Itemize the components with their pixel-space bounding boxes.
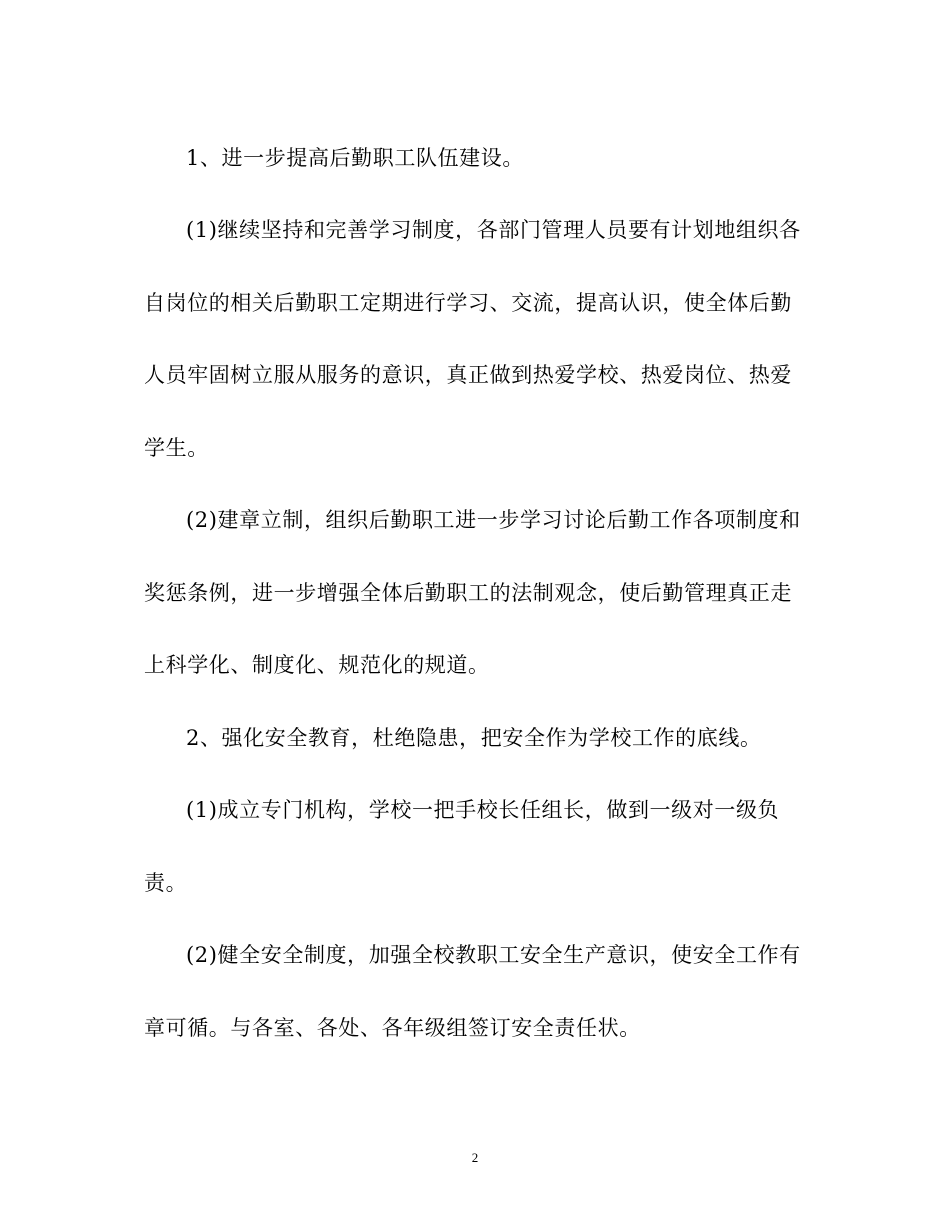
paragraph-line: (2)建章立制，组织后勤职工进一步学习讨论后勤工作各项制度和 [186, 508, 801, 532]
paragraph-line: (1)继续坚持和完善学习制度，各部门管理人员要有计划地组织各 [186, 218, 801, 242]
heading-item-2: 2、强化安全教育，杜绝隐患，把安全作为学校工作的底线。 [186, 726, 762, 750]
paragraph-line: (2)健全安全制度，加强全校教职工安全生产意识，使安全工作有 [186, 943, 801, 967]
paragraph-line: 上科学化、制度化、规范化的规道。 [144, 653, 490, 677]
paragraph-line: (1)成立专门机构，学校一把手校长任组长，做到一级对一级负 [186, 798, 780, 822]
paragraph-line: 章可循。与各室、各处、各年级组签订安全责任状。 [144, 1016, 641, 1040]
paragraph-line: 奖惩条例，进一步增强全体后勤职工的法制观念，使后勤管理真正走 [144, 581, 792, 605]
paragraph-line: 自岗位的相关后勤职工定期进行学习、交流，提高认识，使全体后勤 [144, 291, 792, 315]
paragraph-line: 人员牢固树立服从服务的意识，真正做到热爱学校、热爱岗位、热爱 [144, 363, 792, 387]
heading-item-1: 1、进一步提高后勤职工队伍建设。 [186, 146, 524, 170]
paragraph-line: 责。 [144, 871, 188, 895]
paragraph-line: 学生。 [144, 436, 209, 460]
page-number: 2 [471, 1150, 479, 1165]
